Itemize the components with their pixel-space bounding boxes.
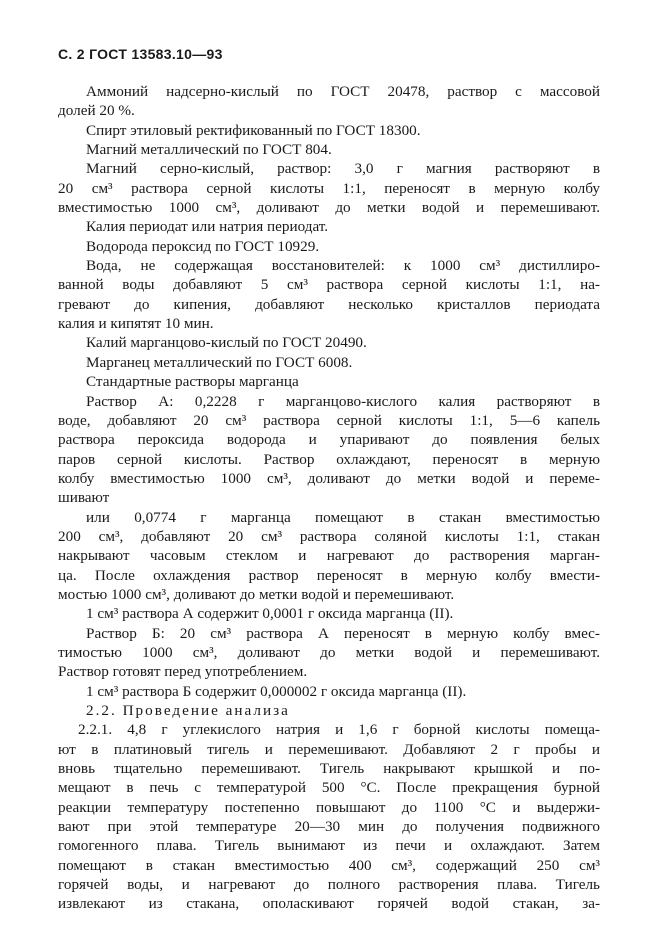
text-line: вают при этой температуре 20—30 мин до получения подвижного (58, 818, 600, 836)
text-line: Калия периодат или натрия периодат. (86, 218, 329, 236)
text-line: 1 см³ раствора А содержит 0,0001 г оксида марганца (II). (86, 605, 454, 623)
text-line: шивают (58, 489, 110, 507)
text-line: Раствор готовят перед употреблением. (58, 663, 308, 681)
text-line: или 0,0774 г марганца помещают в стакан вместимостью (86, 508, 600, 526)
document-body (58, 82, 600, 914)
text-line: Водорода пероксид по ГОСТ 10929. (86, 237, 320, 255)
text-line: помещают в стакан вместимостью 400 см³, содержащий 250 см³ (58, 856, 600, 874)
text-line: Магний серно-кислый, раствор: 3,0 г магния растворяют в (86, 160, 600, 178)
section-heading: 2.2. Проведение анализа (86, 702, 290, 719)
text-line: вновь тщательно перемешивают. Тигель накрывают крышкой и по- (58, 760, 600, 778)
text-line: вместимостью 1000 см³, доливают до метки водой и перемешивают. (58, 199, 600, 217)
text-line: гомогенного плава. Тигель вынимают из печи и охлаждают. Затем (58, 837, 600, 855)
text-line: тимостью 1000 см³, доливают до метки водой и перемешивают. (58, 643, 600, 661)
text-line: воде, добавляют 20 см³ раствора серной кислоты 1:1, 5—6 капель (58, 411, 600, 429)
text-line: гревают до кипения, добавляют несколько кристаллов периодата (58, 295, 600, 313)
text-line: Калий марганцово-кислый по ГОСТ 20490. (86, 334, 367, 352)
text-line: накрывают часовым стеклом и нагревают до растворения марган- (58, 547, 600, 565)
text-line: Спирт этиловый ректификованный по ГОСТ 18300. (86, 121, 421, 139)
text-line: Раствор А: 0,2228 г марганцово-кислого калия растворяют в (86, 392, 600, 410)
text-line: колбу вместимостью 1000 см³, доливают до метки водой и переме- (58, 469, 600, 487)
text-line: Магний металлический по ГОСТ 804. (86, 141, 332, 159)
text-line: Вода, не содержащая восстановителей: к 1000 см³ дистиллиро- (86, 257, 600, 275)
text-line: извлекают из стакана, ополаскивают горячей водой стакан, за- (58, 895, 600, 913)
text-line: Стандартные растворы марганца (86, 373, 299, 391)
text-line: ца. После охлаждения раствор переносят в мерную колбу вмести- (58, 566, 600, 584)
text-line: долей 20 %. (58, 102, 135, 120)
text-line: 20 см³ раствора серной кислоты 1:1, переносят в мерную колбу (58, 179, 600, 197)
text-line: ванной воды добавляют 5 см³ раствора серной кислоты 1:1, на- (58, 276, 600, 294)
text-line: Раствор Б: 20 см³ раствора А переносят в мерную колбу вмес- (86, 624, 600, 642)
text-line: калия и кипятят 10 мин. (58, 315, 214, 333)
text-line: горячей воды, и нагревают до полного растворения плава. Тигель (58, 876, 600, 894)
text-line: ют в платиновый тигель и перемешивают. Добавляют 2 г пробы и (58, 740, 600, 758)
text-line: реакции температуру постепенно повышают до 1100 °С и выдержи- (58, 798, 600, 816)
text-line: мещают в печь с температурой 500 °С. После прекращения бурной (58, 779, 600, 797)
text-line: 200 см³, добавляют 20 см³ раствора соляной кислоты 1:1, стакан (58, 527, 600, 545)
text-line: Марганец металлический по ГОСТ 6008. (86, 353, 353, 371)
text-line: 1 см³ раствора Б содержит 0,000002 г оксида марганца (II). (86, 682, 467, 700)
text-line: паров серной кислоты. Раствор охлаждают, переносят в мерную (58, 450, 600, 468)
text-line: Аммоний надсерно-кислый по ГОСТ 20478, раствор с массовой (86, 83, 600, 100)
text-line: раствора пероксида водорода и упаривают до появления белых (58, 431, 600, 449)
text-line: 2.2.1. 4,8 г углекислого натрия и 1,6 г борной кислоты помеща- (78, 721, 600, 739)
page-header: С. 2 ГОСТ 13583.10—93 (58, 46, 223, 62)
text-line: мостью 1000 см³, доливают до метки водой и перемешивают. (58, 585, 455, 603)
